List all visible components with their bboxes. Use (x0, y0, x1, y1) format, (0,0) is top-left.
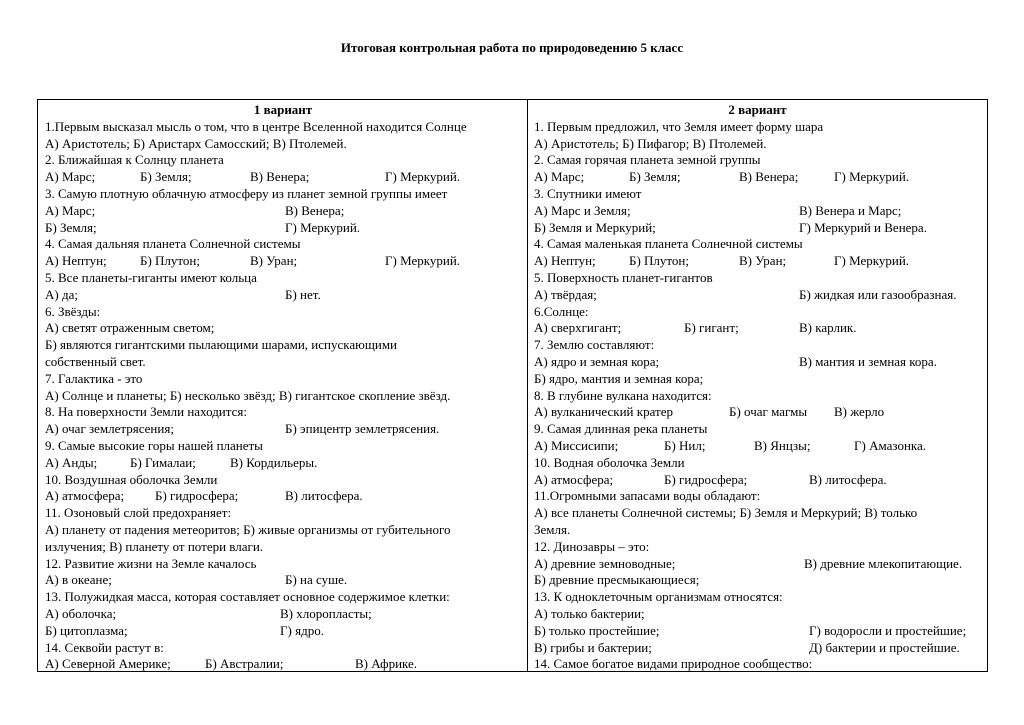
answer-options-row (45, 623, 527, 640)
answer-option: В) Уран; (739, 253, 787, 269)
answer-option: А) Марс и Земля; (534, 202, 631, 218)
answer-option: Г) Меркурий и Венера. (799, 219, 927, 235)
answer-options-row (534, 354, 987, 371)
question-line: А) Аристотель; Б) Аристарх Самосский; В) Птолемей. (45, 135, 347, 151)
question-line: 14. Секвойи растут в: (45, 639, 164, 655)
answer-option: Б) Земля; (45, 219, 97, 235)
answer-options (45, 421, 527, 438)
answer-option: Г) Меркурий. (834, 169, 910, 185)
question-line: 2. Самая горячая планета земной группы (534, 152, 761, 168)
answer-option: Б) гидросфера; (664, 471, 748, 487)
answer-option: Г) Меркурий. (285, 219, 361, 235)
question-line: Б) являются гигантскими пылающими шарами, испускающими (45, 337, 398, 353)
answer-options (45, 169, 527, 186)
question-line: 12. Развитие жизни на Земле качалось (45, 555, 257, 571)
answer-options-row (45, 606, 527, 623)
variant-2-column (528, 100, 987, 671)
question-line: 9. Самые высокие горы нашей планеты (45, 437, 263, 453)
question-line: Б) древние пресмыкающиеся; (534, 572, 700, 588)
answer-options (534, 640, 987, 657)
answer-option: В) Уран; (250, 253, 298, 269)
answer-option: В) Африке. (355, 656, 418, 671)
answer-option: А) Нептун; (534, 253, 596, 269)
answer-option: А) атмосфера; (534, 471, 614, 487)
answer-option: В) карлик. (799, 320, 857, 336)
answer-option: Б) гигант; (684, 320, 739, 336)
answer-options (534, 203, 987, 220)
answer-options-row (45, 455, 527, 472)
test-table (37, 99, 988, 672)
answer-options (45, 203, 527, 220)
answer-option: А) Марс; (45, 169, 96, 185)
answer-option: Б) жидкая или газообразная. (799, 286, 957, 302)
answer-option: В) древние млекопитающие. (804, 555, 963, 571)
question-line: А) только бактерии; (534, 605, 645, 621)
question-line: 7. Галактика - это (45, 370, 143, 386)
question-line: 5. Все планеты-гиганты имеют кольца (45, 269, 257, 285)
answer-options-row (45, 169, 527, 186)
answer-option: Б) очаг магмы (729, 404, 808, 420)
answer-option: В) мантия и земная кора. (799, 353, 937, 369)
answer-option: А) твёрдая; (534, 286, 597, 302)
answer-options (534, 253, 987, 270)
answer-options (45, 455, 527, 472)
question-line: 11. Озоновый слой предохраняет: (45, 505, 232, 521)
question-line: 3. Спутники имеют (534, 185, 642, 201)
question-line: 4. Самая маленькая планета Солнечной системы (534, 236, 803, 252)
answer-option: А) в океане; (45, 572, 112, 588)
answer-option: Б) Нил; (664, 437, 706, 453)
question-line: 10. Водная оболочка Земли (534, 454, 685, 470)
answer-option: А) Нептун; (45, 253, 107, 269)
answer-option: А) ядро и земная кора; (534, 353, 660, 369)
answer-options-row (534, 169, 987, 186)
answer-option: Б) гидросфера; (155, 488, 239, 504)
question-line: А) светят отраженным светом; (45, 320, 215, 336)
question-line: 9. Самая длинная река планеты (534, 421, 708, 437)
answer-option: В) жерло (834, 404, 885, 420)
question-line: 10. Воздушная оболочка Земли (45, 471, 218, 487)
answer-options (534, 623, 987, 640)
answer-option: Д) бактерии и простейшие. (809, 639, 960, 655)
answer-options-row (45, 220, 527, 237)
answer-option: Г) водоросли и простейшие; (809, 622, 967, 638)
answer-options-row (45, 488, 527, 505)
answer-options-row (534, 203, 987, 220)
answer-options (534, 404, 987, 421)
answer-option: Б) цитоплазма; (45, 622, 128, 638)
answer-options-row (45, 421, 527, 438)
answer-option: А) оболочка; (45, 605, 117, 621)
answer-options (45, 656, 527, 671)
answer-options (534, 354, 987, 371)
answer-options-row (534, 320, 987, 337)
answer-options (534, 220, 987, 237)
answer-option: В) грибы и бактерии; (534, 639, 652, 655)
answer-option: Б) нет. (285, 286, 321, 302)
question-line: А) планету от падения метеоритов; Б) живые организмы от губительного (45, 521, 451, 537)
question-line: 14. Самое богатое видами природное сообщество: (534, 656, 813, 671)
answer-options-row (534, 253, 987, 270)
question-line: собственный свет. (45, 353, 146, 369)
question-line: 8. На поверхности Земли находится: (45, 404, 247, 420)
question-line: 6. Звёзды: (45, 303, 101, 319)
answer-options-row (45, 572, 527, 589)
question-line: А) Солнце и планеты; Б) несколько звёзд; В) гигантское скопление звёзд. (45, 387, 451, 403)
answer-option: Б) только простейшие; (534, 622, 660, 638)
answer-options (534, 472, 987, 489)
answer-options-row (534, 404, 987, 421)
variant-1-column (38, 100, 528, 671)
answer-option: Г) Амазонка. (854, 437, 927, 453)
answer-option: А) Марс; (45, 202, 96, 218)
answer-option: Б) Австралии; (205, 656, 284, 671)
answer-option: Б) Земля и Меркурий; (534, 219, 656, 235)
question-line: 12. Динозавры – это: (534, 538, 650, 554)
question-line: 3. Самую плотную облачную атмосферу из планет земной группы имеет (45, 185, 448, 201)
answer-options (534, 169, 987, 186)
question-line: излучения; В) планету от потери влаги. (45, 538, 264, 554)
answer-option: Г) Меркурий. (385, 169, 461, 185)
answer-option: Б) Земля; (140, 169, 192, 185)
answer-options (534, 438, 987, 455)
question-line: 6.Солнце: (534, 303, 589, 319)
answer-option: В) Венера и Марс; (799, 202, 902, 218)
answer-option: Б) Плутон; (140, 253, 200, 269)
answer-option: Г) Меркурий. (385, 253, 461, 269)
page-title: Итоговая контрольная работа по природоведению 5 класс (340, 40, 684, 55)
question-line: А) все планеты Солнечной системы; Б) Земля и Меркурий; В) только (534, 505, 918, 521)
question-line: 7. Землю составляют: (534, 337, 655, 353)
answer-option: В) Венера; (250, 169, 310, 185)
answer-options-row (534, 556, 987, 573)
question-line: Б) ядро, мантия и земная кора; (534, 370, 704, 386)
answer-options (45, 623, 527, 640)
answer-option: В) Янцзы; (754, 437, 811, 453)
answer-options-row (45, 287, 527, 304)
answer-option: А) атмосфера; (45, 488, 125, 504)
answer-option: В) Кордильеры. (230, 454, 318, 470)
answer-option: А) очаг землетрясения; (45, 421, 174, 437)
question-line: 13. Полужидкая масса, которая составляет основное содержимое клетки: (45, 589, 450, 605)
answer-options (534, 287, 987, 304)
answer-option: В) хлоропласты; (280, 605, 372, 621)
answer-options-row (534, 438, 987, 455)
answer-options-row (45, 656, 527, 671)
answer-options-row (534, 623, 987, 640)
answer-options (45, 606, 527, 623)
question-line: А) Аристотель; Б) Пифагор; В) Птолемей. (534, 135, 767, 151)
question-line: 13. К одноклеточным организмам относятся: (534, 589, 783, 605)
answer-options (45, 220, 527, 237)
answer-options-row (534, 472, 987, 489)
answer-option: Г) ядро. (280, 622, 324, 638)
answer-option: Г) Меркурий. (834, 253, 910, 269)
answer-option: Б) Гималаи; (130, 454, 196, 470)
answer-option: А) древние земноводные; (534, 555, 676, 571)
question-line: 8. В глубине вулкана находится: (534, 387, 712, 403)
answer-option: Б) Плутон; (629, 253, 689, 269)
answer-option: А) Марс; (534, 169, 585, 185)
variant-1-heading: 1 вариант (253, 102, 313, 117)
answer-option: Б) на суше. (285, 572, 348, 588)
answer-option: В) Венера; (285, 202, 345, 218)
answer-options (534, 320, 987, 337)
answer-option: А) Анды; (45, 454, 98, 470)
answer-options-row (534, 220, 987, 237)
question-line: 1.Первым высказал мысль о том, что в центре Вселенной находится Солнце (45, 118, 467, 134)
answer-options-row (534, 287, 987, 304)
variant-1-questions (45, 119, 527, 671)
answer-option: А) да; (45, 286, 78, 302)
answer-options (534, 556, 987, 573)
answer-option: А) вулканический кратер (534, 404, 673, 420)
answer-option: Б) Земля; (629, 169, 681, 185)
question-line: Земля. (534, 521, 571, 537)
answer-options (45, 287, 527, 304)
question-line: 4. Самая дальняя планета Солнечной системы (45, 236, 301, 252)
answer-option: В) литосфера. (285, 488, 363, 504)
variant-2-heading: 2 вариант (728, 102, 787, 117)
answer-options (45, 253, 527, 270)
answer-options-row (45, 203, 527, 220)
answer-options-row (534, 640, 987, 657)
question-line: 5. Поверхность планет-гигантов (534, 269, 713, 285)
answer-option: А) сверхгигант; (534, 320, 622, 336)
question-line: 11.Огромными запасами воды обладают: (534, 488, 761, 504)
question-line: 2. Ближайшая к Солнцу планета (45, 152, 224, 168)
answer-option: А) Северной Америке; (45, 656, 171, 671)
question-line: 1. Первым предложил, что Земля имеет форму шара (534, 118, 824, 134)
variant-2-questions (534, 119, 987, 671)
answer-option: В) литосфера. (809, 471, 887, 487)
answer-option: А) Миссисипи; (534, 437, 619, 453)
answer-options (45, 572, 527, 589)
answer-option: Б) эпицентр землетрясения. (285, 421, 440, 437)
answer-options-row (45, 253, 527, 270)
answer-option: В) Венера; (739, 169, 799, 185)
answer-options (45, 488, 527, 505)
